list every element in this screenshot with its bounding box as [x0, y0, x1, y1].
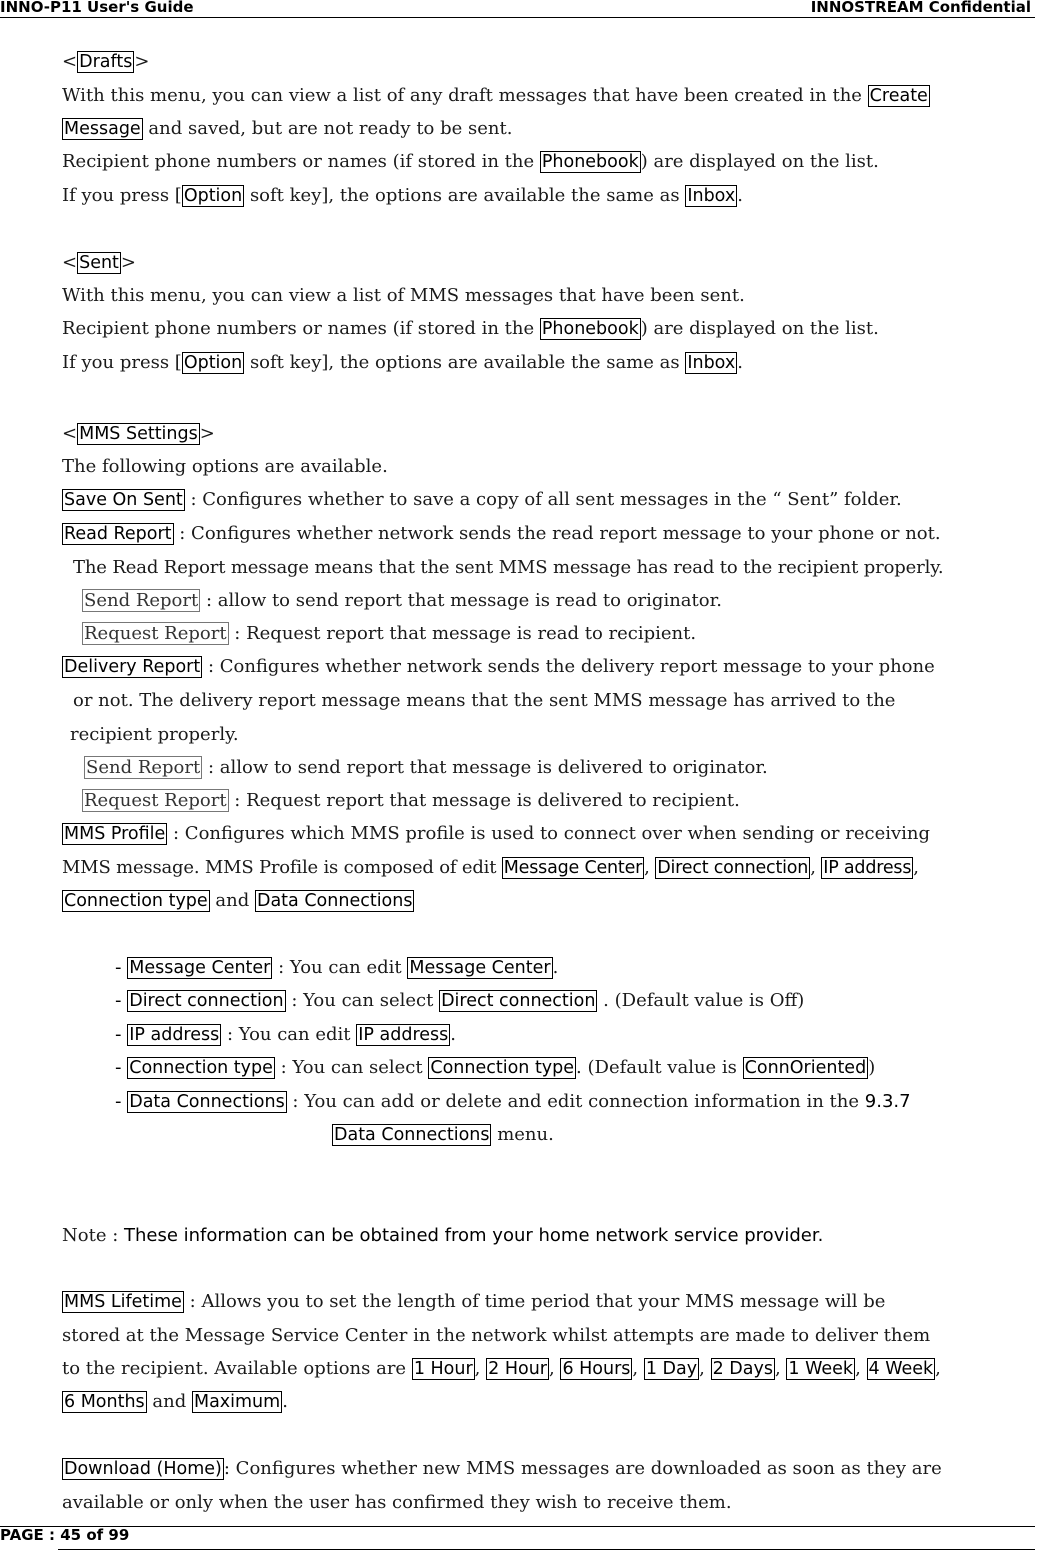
dr-request-report-line: Request Report : Request report that message is delivered to recipient. [84, 790, 740, 811]
lifetime-line-4: 6 Months and Maximum . [64, 1391, 288, 1412]
ip-address-term: IP address [129, 1025, 220, 1045]
profile-item-data-connections-line-2: Data Connections menu. [334, 1124, 554, 1145]
lifetime-option: 4 Week [868, 1359, 934, 1379]
phonebook-term: Phonebook [541, 319, 639, 339]
note-line [62, 1225, 823, 1247]
delivery-report-line-2: or not. The delivery report message means that the sent MMS message has arrived to the [73, 690, 896, 711]
connection-type-term: Connection type [129, 1058, 273, 1078]
phonebook-term: Phonebook [541, 152, 639, 172]
save-on-sent-term: Save On Sent [64, 490, 183, 510]
mms-lifetime-term: MMS Lifetime [64, 1292, 182, 1312]
option-term: Option [183, 353, 243, 373]
rr-request-report-line: Request Report : Request report that message is read to recipient. [84, 623, 697, 644]
connection-type-ref: Connection type [430, 1058, 575, 1078]
drafts-line-2: Message and saved, but are not ready to be sent. [64, 118, 513, 139]
sent-line-2: Recipient phone numbers or names (if stored in the Phonebook ) are displayed on the list. [62, 318, 879, 339]
option-term: Option [183, 186, 243, 206]
message-center-term: Message Center [503, 858, 643, 878]
drafts-line-3: Recipient phone numbers or names (if stored in the Phonebook ) are displayed on the list. [62, 151, 879, 172]
delivery-report-term: Delivery Report [64, 657, 201, 677]
save-on-sent-line: Save On Sent : Configures whether to save a copy of all sent messages in the “ Sent” folder. [64, 489, 902, 510]
note-text: These information can be obtained from your home network service provider. [123, 1225, 824, 1246]
header-doc-title: INNO-P11 User's Guide [0, 0, 194, 16]
ip-address-term: IP address [823, 858, 912, 878]
drafts-title: Drafts [79, 52, 133, 72]
lifetime-option: 2 Hour [488, 1359, 547, 1379]
mms-profile-line-2: MMS message. MMS Profile is composed of edit Message Center , Direct connection , IP address , [62, 857, 919, 878]
data-connections-ref: Data Connections [334, 1125, 490, 1145]
sent-heading: < Sent > [62, 252, 137, 273]
dr-send-report-term: Send Report [86, 757, 201, 778]
mms-profile-term: MMS Profile [64, 824, 166, 844]
settings-heading: < MMS Settings > [62, 423, 215, 444]
settings-title: MMS Settings [79, 424, 198, 444]
note-label: Note : [62, 1225, 124, 1246]
rr-send-report-line: Send Report : allow to send report that message is read to originator. [84, 590, 722, 611]
header-confidential: INNOSTREAM Confidential [810, 0, 1031, 16]
footer-rule-bottom [58, 1549, 1035, 1550]
lifetime-option: 1 Day [645, 1359, 698, 1379]
download-line: Download (Home) : Configures whether new MMS messages are downloaded as soon as they are [64, 1458, 942, 1479]
mms-profile-line-3: Connection type and Data Connections [64, 890, 413, 911]
lifetime-line-3: to the recipient. Available options are 1 Hour , 2 Hour , 6 Hours , 1 Day , 2 Days , 1 Week , 4 Week , [62, 1358, 941, 1379]
ip-address-ref: IP address [358, 1025, 449, 1045]
data-connections-term: Data Connections [256, 891, 413, 911]
direct-connection-term: Direct connection [657, 858, 809, 878]
rr-send-report-term: Send Report [84, 590, 199, 611]
lifetime-option: 1 Week [788, 1359, 854, 1379]
lifetime-option: 6 Hours [562, 1359, 631, 1379]
lifetime-line-2: stored at the Message Service Center in the network whilst attempts are made to deliver them [62, 1325, 931, 1346]
read-report-line: Read Report : Configures whether network sends the read report message to your phone or not. [64, 523, 941, 544]
direct-connection-term: Direct connection [129, 991, 284, 1011]
download-home-term: Download (Home) [64, 1459, 222, 1479]
lifetime-option: 6 Months [64, 1392, 145, 1412]
data-connections-term: Data Connections [129, 1092, 285, 1112]
read-report-desc: The Read Report message means that the sent MMS message has read to the recipient properly. [73, 557, 944, 578]
sent-line-1: With this menu, you can view a list of MMS messages that have been sent. [62, 285, 745, 306]
profile-item-data-connections: - Data Connections : You can add or delete and edit connection information in the 9.3.7 [115, 1091, 911, 1112]
lifetime-option: 2 Days [712, 1359, 773, 1379]
drafts-heading: < Drafts > [62, 51, 150, 72]
profile-item-direct-connection: - Direct connection : You can select Direct connection . (Default value is Off) [115, 990, 805, 1011]
lifetime-option: Maximum [193, 1392, 281, 1412]
connection-type-term: Connection type [64, 891, 208, 911]
inbox-term: Inbox [687, 186, 736, 206]
drafts-line-4: If you press [ Option soft key], the options are available the same as Inbox . [62, 185, 743, 206]
page-number: PAGE : 45 of 99 [0, 1526, 130, 1544]
delivery-report-line-3: recipient properly. [70, 724, 239, 745]
conn-oriented-value: ConnOriented [744, 1058, 867, 1078]
page-header [0, 0, 1035, 18]
dr-request-report-term: Request Report [84, 790, 227, 811]
profile-item-connection-type: - Connection type : You can select Connection type . (Default value is ConnOriented ) [115, 1057, 876, 1078]
rr-request-report-term: Request Report [84, 623, 227, 644]
lifetime-line: MMS Lifetime : Allows you to set the length of time period that your MMS message will be [64, 1291, 886, 1312]
dr-send-report-line: Send Report : allow to send report that message is delivered to originator. [86, 757, 768, 778]
sent-line-3: If you press [ Option soft key], the options are available the same as Inbox . [62, 352, 743, 373]
read-report-term: Read Report [64, 524, 172, 544]
settings-intro: The following options are available. [62, 456, 388, 477]
drafts-line-1: With this menu, you can view a list of any draft messages that have been created in the Create [62, 85, 928, 106]
direct-connection-ref: Direct connection [441, 991, 596, 1011]
message-term: Message [64, 119, 141, 139]
section-number: 9.3.7 [864, 1091, 911, 1112]
download-line-2: available or only when the user has confirmed they wish to receive them. [62, 1492, 732, 1513]
message-center-term: Message Center [129, 958, 271, 978]
profile-item-message-center: - Message Center : You can edit Message Center . [115, 957, 559, 978]
inbox-term: Inbox [687, 353, 736, 373]
lifetime-option: 1 Hour [413, 1359, 473, 1379]
message-center-ref: Message Center [409, 958, 551, 978]
sent-title: Sent [79, 253, 119, 273]
footer-rule-top [0, 1526, 1035, 1527]
delivery-report-line: Delivery Report : Configures whether network sends the delivery report message to your phone [64, 656, 935, 677]
profile-item-ip-address: - IP address : You can edit IP address . [115, 1024, 457, 1045]
create-term: Create [869, 86, 928, 106]
mms-profile-line: MMS Profile : Configures which MMS profile is used to connect over when sending or receiving [64, 823, 931, 844]
